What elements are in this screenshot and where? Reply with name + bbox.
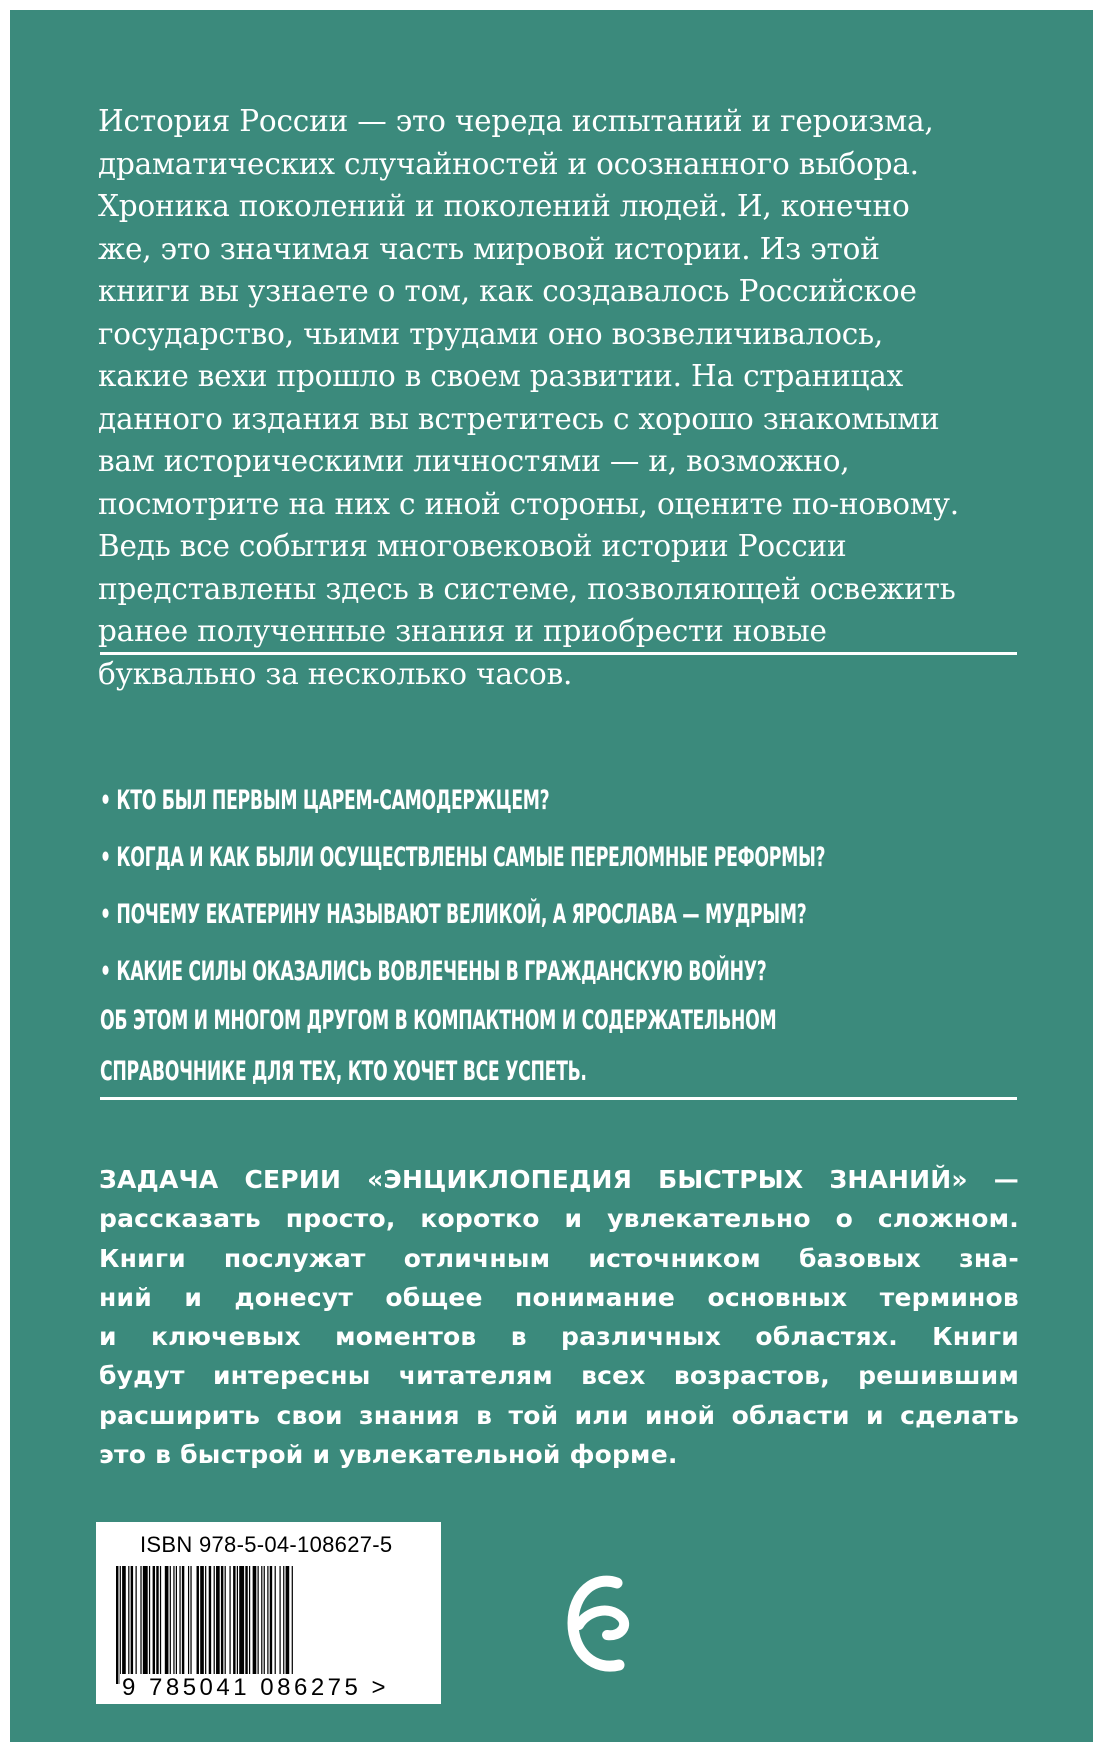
- barcode-bar: [229, 1566, 230, 1674]
- eksmo-e-logo-icon: [565, 1565, 635, 1685]
- barcode-bar: [122, 1566, 126, 1674]
- divider-bottom: [100, 1097, 1017, 1100]
- series-line: расширить свои знания в той или иной области и сделать: [99, 1400, 1019, 1430]
- barcode-bar: [179, 1566, 180, 1674]
- summary-line: СПРАВОЧНИКЕ ДЛЯ ТЕХ, КТО ХОЧЕТ ВСЕ УСПЕТЬ.: [100, 1056, 587, 1087]
- ean-digits: 9 785041 086275 >: [122, 1674, 390, 1701]
- intro-line: буквально за несколько часов.: [98, 656, 573, 691]
- barcode-bar: [214, 1566, 215, 1674]
- back-cover: [10, 10, 1093, 1742]
- barcode-bar: [140, 1566, 141, 1674]
- barcode-bar: [283, 1566, 284, 1674]
- series-line: это в быстрой и увлекательной форме.: [99, 1440, 678, 1470]
- barcode-bar: [209, 1566, 211, 1684]
- series-line: ЗАДАЧА СЕРИИ «ЭНЦИКЛОПЕДИЯ БЫСТРЫХ ЗНАНИЙ» —: [99, 1165, 1019, 1194]
- series-line: будут интересны читателям всех возрастов, решившим: [99, 1361, 1019, 1391]
- barcode-bar: [237, 1566, 238, 1674]
- barcode-bar: [116, 1566, 118, 1684]
- question-item: • КТО БЫЛ ПЕРВЫМ ЦАРЕМ-САМОДЕРЖЦЕМ?: [100, 785, 550, 816]
- question-item: • КОГДА И КАК БЫЛИ ОСУЩЕСТВЛЕНЫ САМЫЕ ПЕРЕЛОМНЫЕ РЕФОРМЫ?: [100, 842, 826, 873]
- barcode-bar: [253, 1566, 257, 1674]
- barcode-bar: [128, 1566, 129, 1674]
- barcode-bar: [225, 1566, 226, 1674]
- barcode-bar: [216, 1566, 220, 1674]
- barcode-bar: [170, 1566, 171, 1674]
- barcode-bar: [190, 1566, 191, 1674]
- summary-text: [100, 995, 1015, 1097]
- series-line: ний и донесут общее понимание основных терминов: [99, 1282, 1019, 1312]
- intro-line: Ведь все события многовековой истории России: [98, 529, 847, 563]
- barcode-bar: [267, 1566, 268, 1674]
- barcode-bar: [160, 1566, 161, 1674]
- series-line: и ключевых моментов в различных областях. Книги: [99, 1322, 1019, 1352]
- barcode-bar: [239, 1566, 244, 1674]
- barcode-bar: [176, 1566, 177, 1674]
- intro-line: книги вы узнаете о том, как создавалось Российское: [98, 274, 917, 308]
- barcode-bar: [275, 1566, 276, 1674]
- intro-line: представлены здесь в системе, позволяющей освежить: [98, 571, 956, 606]
- isbn-barcode-label: [96, 1522, 441, 1704]
- intro-line: посмотрите на них с иной стороны, оцените по-новому.: [98, 486, 959, 521]
- barcode-bar: [233, 1566, 235, 1674]
- question-item: • КАКИЕ СИЛЫ ОКАЗАЛИСЬ ВОВЛЕЧЕНЫ В ГРАЖДАНСКУЮ ВОЙНУ?: [100, 956, 767, 987]
- barcode-bar: [249, 1566, 250, 1674]
- barcode-bar: [292, 1566, 293, 1684]
- intro-line: драматических случайностей и осознанного выбора.: [98, 146, 919, 181]
- intro-line: История России — это череда испытаний и героизма,: [98, 104, 934, 138]
- barcode-bar: [270, 1566, 272, 1674]
- isbn-number: ISBN 978-5-04-108627-5: [140, 1532, 393, 1557]
- barcode-bar: [173, 1566, 174, 1674]
- intro-line: Хроника поколений и поколений людей. И, конечно: [98, 189, 910, 223]
- barcode-bar: [156, 1566, 158, 1674]
- barcode-bar: [149, 1566, 150, 1674]
- intro-line: же, это значимая часть мировой истории. Из этой: [98, 231, 880, 266]
- barcode-bar: [258, 1566, 259, 1674]
- intro-text: [98, 100, 1018, 695]
- barcode-bar: [245, 1566, 247, 1674]
- barcode-bar: [182, 1566, 184, 1674]
- intro-line: государство, чьими трудами оно возвеличивалось,: [98, 316, 884, 351]
- intro-line: данного издания вы встретитесь с хорошо знакомыми: [98, 401, 940, 436]
- barcode-bar: [264, 1566, 265, 1674]
- summary-line: ОБ ЭТОМ И МНОГОМ ДРУГОМ В КОМПАКТНОМ И СОДЕРЖАТЕЛЬНОМ: [100, 1005, 777, 1036]
- barcode-bar: [286, 1566, 290, 1684]
- series-line: Книги послужат отличным источником базовых зна-: [99, 1243, 1019, 1273]
- intro-line: какие вехи прошло в своем развитии. На страницах: [98, 359, 904, 393]
- barcode-bar: [221, 1566, 223, 1674]
- barcode-bar: [165, 1566, 169, 1674]
- series-line: рассказать просто, коротко и увлекательно о сложном.: [99, 1204, 1019, 1234]
- intro-line: вам историческими личностями — и, возможно,: [98, 444, 850, 478]
- barcode-bar: [200, 1566, 204, 1674]
- series-description: [99, 1160, 1019, 1474]
- barcode-bar: [136, 1566, 137, 1674]
- barcode-bar: [205, 1566, 206, 1684]
- barcode-bar: [261, 1566, 262, 1674]
- barcode-bar: [197, 1566, 199, 1674]
- divider-top: [100, 652, 1017, 655]
- barcode-bar: [188, 1566, 189, 1674]
- question-item: • ПОЧЕМУ ЕКАТЕРИНУ НАЗЫВАЮТ ВЕЛИКОЙ, А ЯРОСЛАВА — МУДРЫМ?: [100, 899, 807, 930]
- question-list: [100, 772, 1015, 1000]
- barcode-bar: [279, 1566, 280, 1674]
- barcode-bar: [131, 1566, 133, 1674]
- intro-line: ранее полученные знания и приобрести новые: [98, 614, 827, 648]
- barcode-bar: [143, 1566, 148, 1674]
- barcode-bar: [120, 1566, 121, 1684]
- barcode-bar: [153, 1566, 155, 1674]
